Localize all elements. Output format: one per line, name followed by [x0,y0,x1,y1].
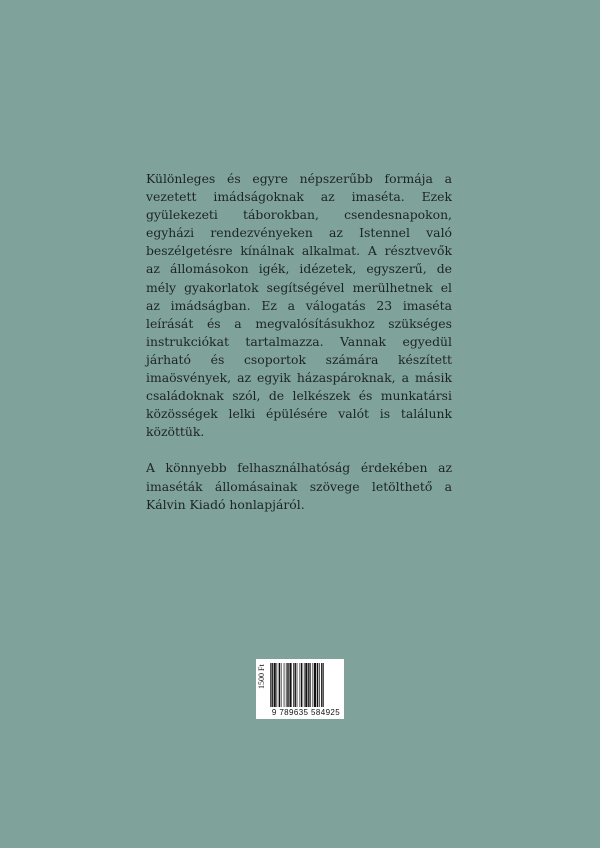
isbn-barcode [256,659,344,719]
description-paragraph-1: Különleges és egyre népszerűbb formája a vezetett imádságoknak az imaséta. Ezek gyülekezeti táborokban, csendesnapokon, egyházi rendezvényeken az Istennel való beszélgetésre kínálnak alkalmat. A résztvevők az állomásokon igék, idézetek, egyszerű, de mély gyakorlatok segítségével merülhetnek el az imádságban. Ez a válogatás 23 imaséta leírását és a megvalósításukhoz szükséges instrukciókat tartalmazza. Vannak egyedül járható és csoportok számára készített imaösvények, az egyik házaspároknak, a másik családoknak szól, de lelkészek és munkatársi közösségek lelki épülésére valót is találunk közöttük. [146,171,452,440]
back-cover-description [146,170,452,514]
barcode-bars [270,663,342,707]
isbn-number: 9 789635 584925 [271,708,341,717]
description-paragraph-2: A könnyebb felhasználhatóság érdekében az imaséták állomásainak szövege letölthető a Kálvin Kiadó honlapjáról. [146,460,452,512]
price-label: 1500 Ft [257,664,266,689]
